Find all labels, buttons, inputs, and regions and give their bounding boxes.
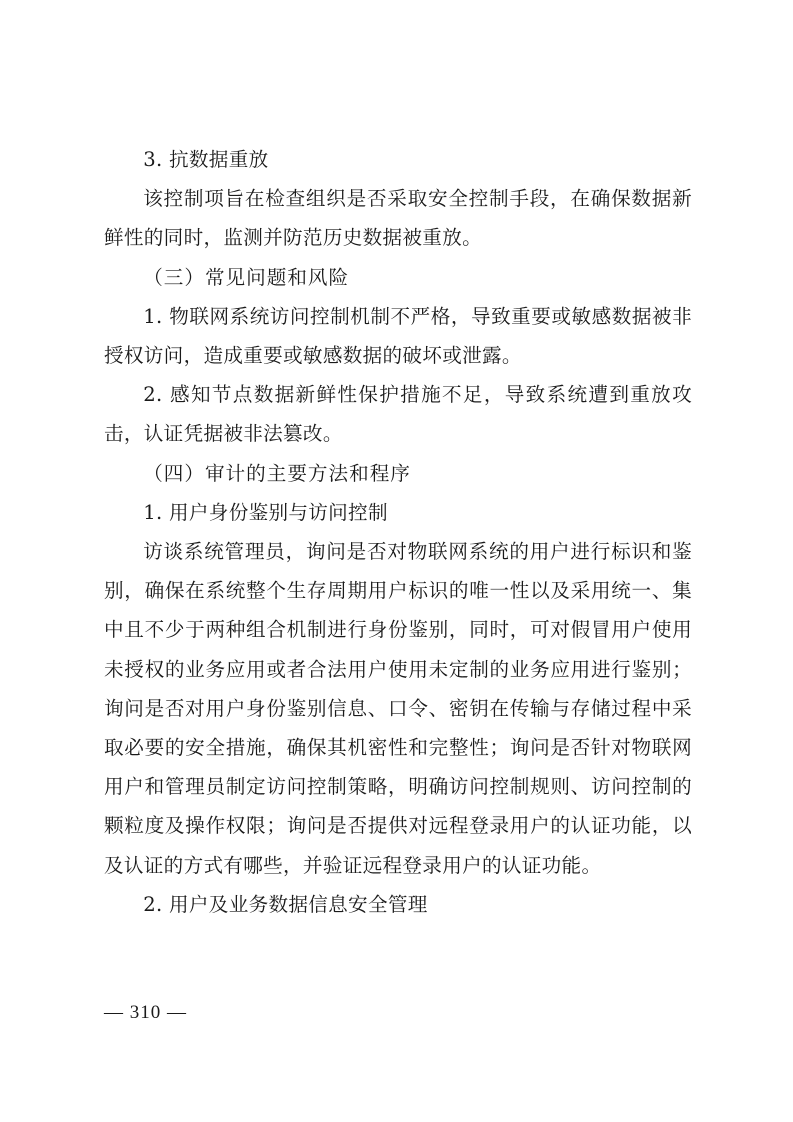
subheading-data-security: 2. 用户及业务数据信息安全管理 (143, 892, 428, 916)
page-number: — 310 — (104, 1002, 187, 1023)
paragraph-risk-1: 1. 物联网系统访问控制机制不严格，导致重要或敏感数据被非授权访问，造成重要或敏感数据的破坏或泄露。 (104, 304, 692, 368)
paragraph-risk-2: 2. 感知节点数据新鲜性保护措施不足，导致系统遭到重放攻击，认证凭据被非法篡改。 (104, 383, 692, 446)
body-text (104, 140, 692, 924)
paragraph-anti-replay-desc: 该控制项旨在检查组织是否采取安全控制手段，在确保数据新鲜性的同时，监测并防范历史数据被重放。 (104, 187, 692, 250)
paragraph-method-1: 访谈系统管理员，询问是否对物联网系统的用户进行标识和鉴别，确保在系统整个生存周期用户标识的唯一性以及采用统一、集中且不少于两种组合机制进行身份鉴别，同时，可对假冒用户使用未授权的业务应用或者合法用户使用未定制的业务应用进行鉴别；询问是否对用户身份鉴别信息、口令、密钥在传输与存储过程中采取必要的安全措施，确保其机密性和完整性；询问是否针对物联网用户和管理员制定访问控制策略，明确访问控制规则、访问控制的颗粒度及操作权限；询问是否提供对远程登录用户的认证功能，以及认证的方式有哪些，并验证远程登录用户的认证功能。 (104, 540, 692, 877)
section-heading-common-risks: （三）常见问题和风险 (143, 265, 350, 289)
section-heading-audit-methods: （四）审计的主要方法和程序 (143, 461, 411, 485)
subheading-identity-access: 1. 用户身份鉴别与访问控制 (143, 500, 388, 524)
subheading-anti-replay: 3. 抗数据重放 (143, 148, 269, 171)
